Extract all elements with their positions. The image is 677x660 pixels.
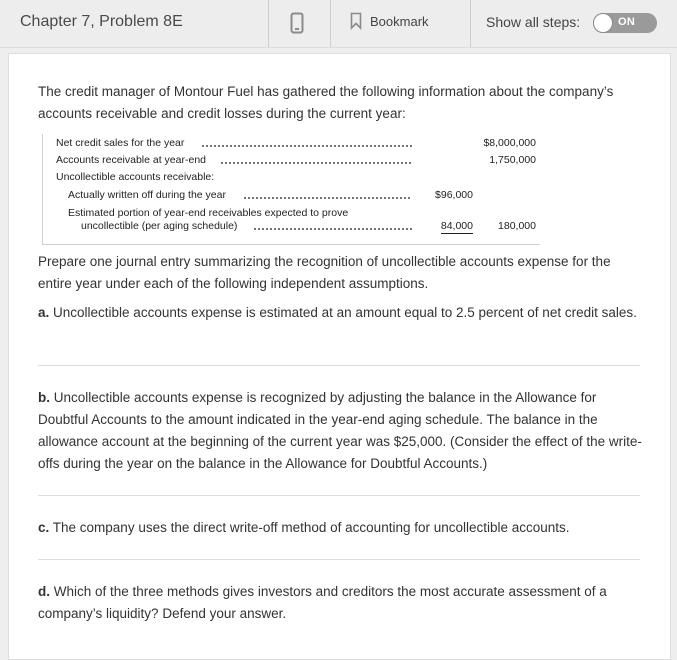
show-all-steps-label: Show all steps: xyxy=(486,14,581,30)
table-row xyxy=(43,220,540,236)
part-text: Which of the three methods gives investors and creditors the most accurate assessment of a company’s liquidity? Defend your answer. xyxy=(38,584,607,621)
part-letter: b. xyxy=(38,390,50,405)
section-divider xyxy=(38,495,640,496)
net-credit-sales-value: $8,000,000 xyxy=(483,137,536,149)
estimated-label-line1: Estimated portion of year-end receivables expected to prove xyxy=(68,207,349,219)
page-title: Chapter 7, Problem 8E xyxy=(20,13,183,30)
part-letter: a. xyxy=(38,305,50,320)
part-d xyxy=(38,581,648,625)
section-divider xyxy=(38,365,640,366)
header-divider xyxy=(470,0,471,47)
show-all-steps-toggle[interactable] xyxy=(593,13,657,33)
written-off-value: $96,000 xyxy=(435,189,473,201)
financial-data-table xyxy=(42,134,540,245)
problem-instruction: Prepare one journal entry summarizing the recognition of uncollectible accounts expense for the entire year under each of the following independent assumptions. xyxy=(38,254,611,291)
table-row xyxy=(43,189,540,205)
problem-intro: The credit manager of Montour Fuel has gathered the following information about the company’s accounts receivable and credit losses during the current year: xyxy=(38,84,614,121)
part-letter: c. xyxy=(38,520,50,535)
part-b xyxy=(38,387,648,475)
table-row xyxy=(43,137,540,153)
header-bar xyxy=(0,0,677,48)
dot-leader xyxy=(201,139,412,149)
bookmark-icon xyxy=(350,12,362,30)
table-row xyxy=(43,171,540,187)
header-divider xyxy=(330,0,331,47)
part-text: Uncollectible accounts expense is recognized by adjusting the balance in the Allowance for Doubtful Accounts to the amount indicated in the year-end aging schedule. The balance in the allowance account at the beginning of the current year was $25,000. (Consider the effect of the write-offs during the year on the balance in the Allowance for Doubtful Accounts.) xyxy=(38,390,642,471)
ar-year-end-value: 1,750,000 xyxy=(489,154,536,166)
section-divider xyxy=(38,559,640,560)
dot-leader xyxy=(220,156,412,166)
total-uncollectible-value: 180,000 xyxy=(498,220,536,232)
estimated-value: 84,000 xyxy=(440,220,473,232)
part-c xyxy=(38,517,648,539)
part-text: Uncollectible accounts expense is estimated at an amount equal to 2.5 percent of net credit sales. xyxy=(49,305,637,320)
part-letter: d. xyxy=(38,584,50,599)
toggle-knob xyxy=(593,13,613,33)
bookmark-label: Bookmark xyxy=(370,13,429,29)
toggle-state: ON xyxy=(618,16,636,28)
problem-card xyxy=(8,53,671,660)
part-text: The company uses the direct write-off method of accounting for uncollectible accounts. xyxy=(49,520,570,535)
part-a xyxy=(38,302,648,324)
estimated-label-line2: uncollectible (per aging schedule) xyxy=(81,220,238,232)
bookmark-button[interactable] xyxy=(350,12,429,30)
ar-year-end-label: Accounts receivable at year-end xyxy=(56,154,206,166)
dot-leader xyxy=(253,222,412,232)
uncollectible-header: Uncollectible accounts receivable: xyxy=(56,171,215,183)
header-divider xyxy=(268,0,269,47)
written-off-label: Actually written off during the year xyxy=(68,189,226,201)
net-credit-sales-label: Net credit sales for the year xyxy=(56,137,185,149)
phone-icon[interactable] xyxy=(290,12,304,39)
table-row xyxy=(43,154,540,170)
dot-leader xyxy=(243,191,412,201)
